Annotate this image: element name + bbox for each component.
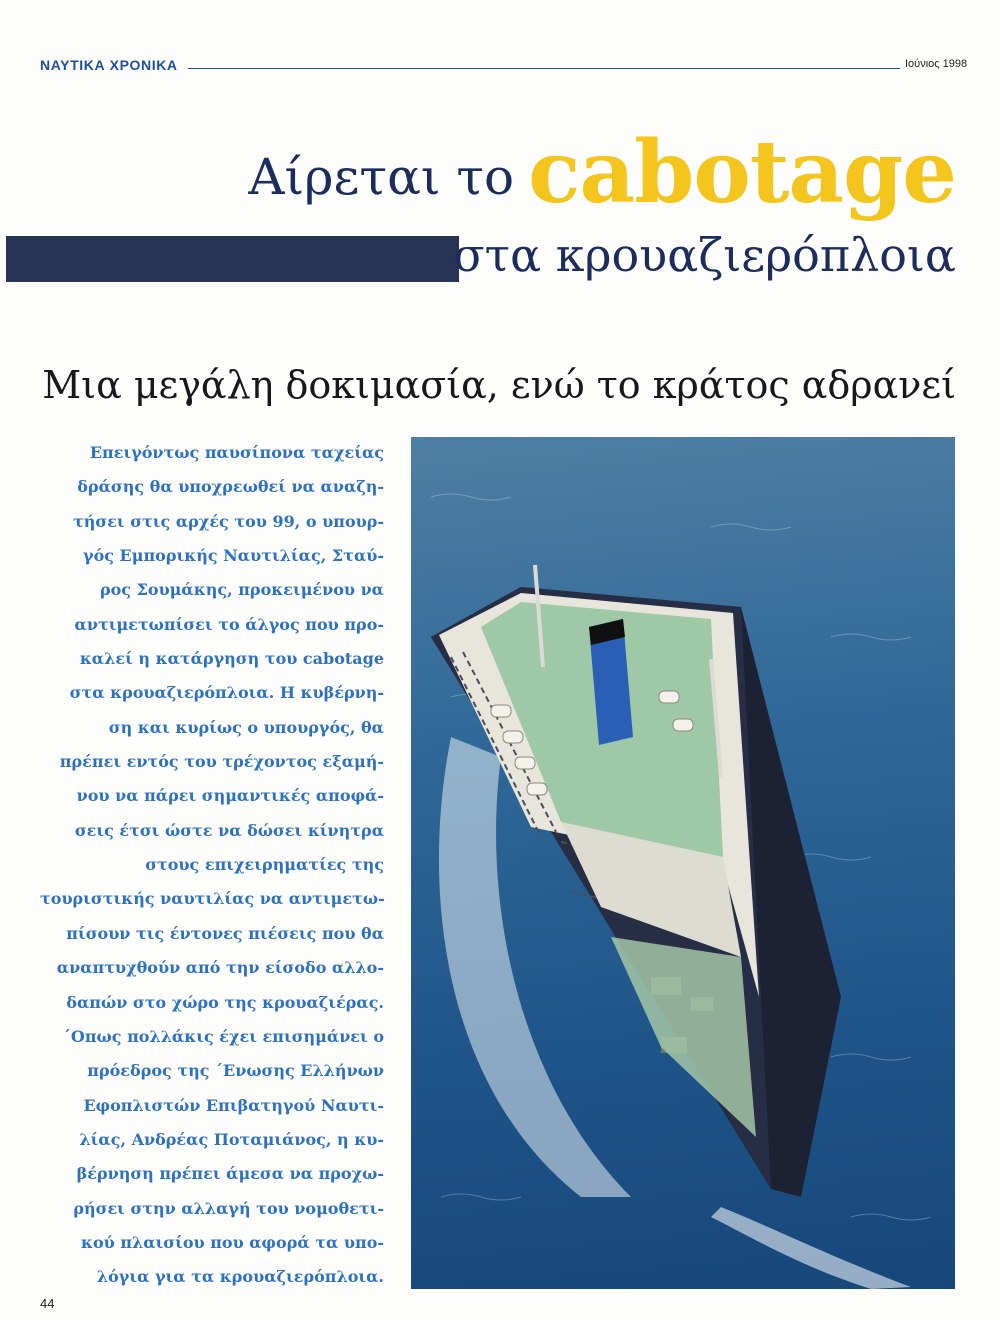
- body-line: ρος Σουμάκης, προκειμένου να: [99, 580, 384, 600]
- body-line: ση και κυρίως ο υπουργός, θα: [108, 717, 384, 737]
- body-line: ρήσει στην αλλαγή του νομοθετι-: [73, 1198, 384, 1218]
- body-line: κού πλαισίου που αφορά τα υπο-: [80, 1232, 384, 1252]
- body-line: στους επιχειρηματίες της: [145, 855, 384, 875]
- body-line: Επειγόντως παυσίπονα ταχείας: [89, 443, 384, 462]
- ship-photo: [411, 437, 955, 1289]
- body-line: λίας, Ανδρέας Ποταμιάνος, η κυ-: [79, 1129, 384, 1149]
- title-pre: Αίρεται το: [248, 148, 515, 206]
- body-line: καλεί η κατάργηση του cabotage: [79, 649, 384, 669]
- header-rule: [188, 68, 900, 69]
- title-accent: cabotage: [528, 122, 956, 223]
- body-line: νου να πάρει σημαντικές αποφά-: [76, 786, 384, 806]
- body-line: αντιμετωπίσει το άλγος που προ-: [74, 614, 384, 634]
- body-line: σεις έτσι ώστε να δώσει κίνητρα: [74, 820, 384, 840]
- body-line: στα κρουαζιερόπλοια. Η κυβέρνη-: [69, 683, 384, 703]
- header-date: Ιούνιος 1998: [905, 58, 968, 70]
- title-bar: [6, 236, 459, 282]
- body-line: δράσης θα υποχρεωθεί να αναζη-: [77, 477, 384, 497]
- subtitle: Μια μεγάλη δοκιμασία, ενώ το κράτος αδρανεί: [42, 363, 956, 407]
- header-brand: ΝΑΥΤΙΚΑ ΧΡΟΝΙΚΑ: [40, 57, 178, 73]
- body-line: πρόεδρος της ΄Ενωσης Ελλήνων: [87, 1061, 384, 1081]
- body-line: τήσει στις αρχές του 99, ο υπουρ-: [73, 511, 384, 531]
- title-line2: στα κρουαζιερόπλοια: [453, 228, 956, 282]
- body-line: αναπτυχθούν από την είσοδο αλλο-: [56, 958, 384, 978]
- body-line: γός Εμπορικής Ναυτιλίας, Σταύ-: [83, 546, 384, 566]
- body-line: βέρνηση πρέπει άμεσα να προχω-: [76, 1164, 384, 1184]
- body-line: Εφοπλιστών Επιβατηγού Ναυτι-: [83, 1095, 384, 1115]
- body-line: πρέπει εντός του τρέχοντος εξαμή-: [59, 752, 384, 772]
- body-line: τουριστικής ναυτιλίας να αντιμετω-: [40, 889, 385, 909]
- body-line: πίσουν τις έντονες πιέσεις που θα: [66, 923, 384, 943]
- body-column: [40, 436, 384, 1295]
- body-line: δαπών στο χώρο της κρουαζιέρας.: [66, 992, 384, 1012]
- title-line1: [248, 122, 956, 223]
- body-line: ΄Οπως πολλάκις έχει επισημάνει ο: [62, 1026, 384, 1046]
- body-line: λόγια για τα κρουαζιερόπλοια.: [96, 1267, 384, 1287]
- page-number: 44: [40, 1296, 55, 1311]
